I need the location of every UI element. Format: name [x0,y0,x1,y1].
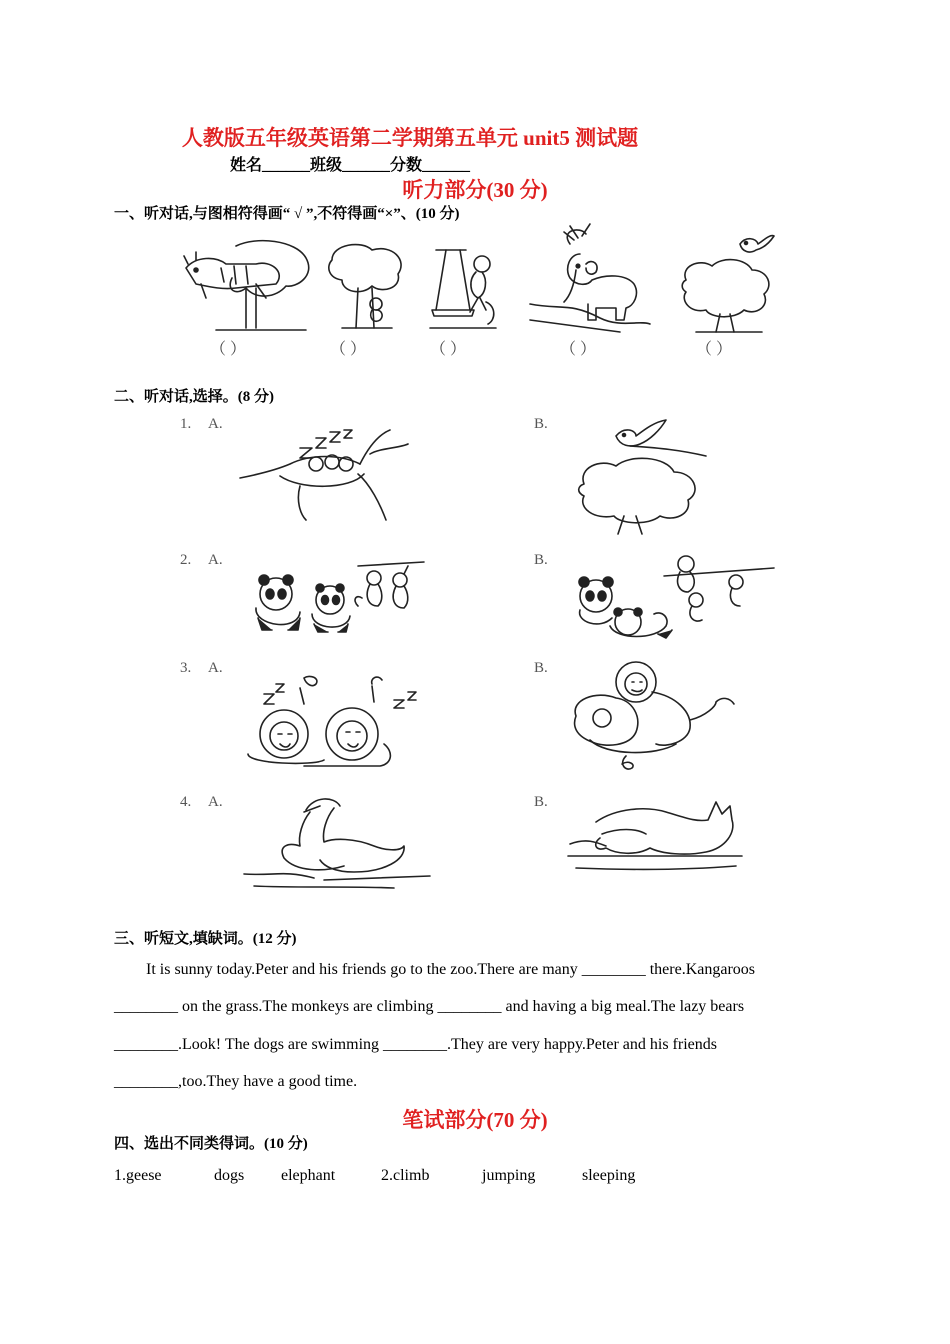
item-3-option-b[interactable]: B. [534,660,548,676]
part1-label: 一、听对话,与图相符得画“ √ ”,不符得画“×”、(10 分) [114,206,460,222]
part2-label: 二、听对话,选择。(8 分) [114,389,274,405]
passage-line-4: ________,too.They have a good time. [114,1073,358,1090]
word-option[interactable]: dogs [214,1167,245,1184]
sleeping-lions-icon [244,674,424,770]
word-option[interactable]: 1.geese [114,1167,162,1184]
answer-blank-4[interactable]: （ ） [560,341,597,358]
swimming-geese-icon [244,796,434,892]
word-option[interactable]: sleeping [582,1167,636,1184]
item-3-number: 3. [180,660,192,676]
passage-line-2: ________ on the grass.The monkeys are climbing ________ and having a big meal.The lazy bears [114,998,745,1015]
fighting-geese-icon [566,798,746,880]
word-option[interactable]: elephant [281,1167,336,1184]
monkey-in-tree-icon [322,240,408,332]
word-option[interactable]: 2.climb [381,1167,430,1184]
item-4-option-b[interactable]: B. [534,794,548,810]
item-2-option-b[interactable]: B. [534,552,548,568]
passage-line-1: It is sunny today.Peter and his friends go to the zoo.There are many ________ there.Kangaroos [146,961,756,978]
bird-over-tree-icon [676,230,776,334]
answer-blank-5[interactable]: （ ） [696,341,733,358]
worksheet-title: 人教版五年级英语第二学期第五单元 unit5 测试题 [181,126,639,150]
passage-line-3: ________.Look! The dogs are swimming ________.They are very happy.Peter and his friends [114,1036,717,1053]
answer-blank-1[interactable]: （ ） [210,341,247,358]
playing-lions-icon [566,656,746,780]
item-1-option-b[interactable]: B. [534,416,548,432]
item-4-number: 4. [180,794,192,810]
listening-heading: 听力部分(30 分) [402,178,548,202]
item-1-option-a[interactable]: A. [208,416,223,432]
part3-label: 三、听短文,填缺词。(12 分) [114,931,297,947]
tiger-icon [176,238,316,334]
monkey-on-swing-icon [426,250,512,334]
bird-flying-over-tree-icon [570,416,710,536]
answer-blank-3[interactable]: （ ） [430,341,467,358]
sleeping-birds-in-nest-icon [240,424,410,524]
elephant-icon [530,224,650,334]
word-option[interactable]: jumping [482,1167,536,1184]
part4-label: 四、选出不同类得词。(10 分) [114,1136,308,1152]
pandas-and-monkeys-icon [248,556,428,636]
item-2-number: 2. [180,552,192,568]
pandas-and-monkeys-on-branch-icon [566,552,776,642]
item-2-option-a[interactable]: A. [208,552,223,568]
item-1-number: 1. [180,416,192,432]
answer-blank-2[interactable]: （ ） [330,341,367,358]
item-4-option-a[interactable]: A. [208,794,223,810]
item-3-option-a[interactable]: A. [208,660,223,676]
writing-heading: 笔试部分(70 分) [402,1108,548,1132]
worksheet-title-wrap [0,122,820,152]
student-info-line: 姓名______班级______分数______ [230,157,471,174]
